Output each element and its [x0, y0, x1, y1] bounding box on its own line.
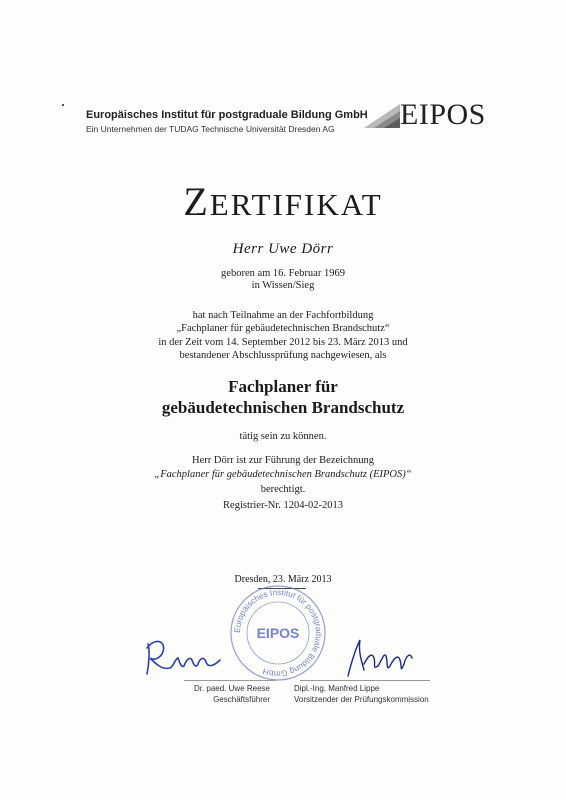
registration-number: Registrier-Nr. 1204-02-2013 [223, 500, 343, 511]
header-organization: Europäisches Institut für postgraduale Bildung GmbH [86, 109, 368, 121]
signature-line [184, 680, 276, 681]
participation-line: bestandener Abschlussprüfung nachgewiesen, als [179, 350, 387, 361]
header-subtitle: Ein Unternehmen der TUDAG Technische Universität Dresden AG [86, 124, 335, 134]
certificate-title [0, 178, 566, 225]
official-stamp [228, 583, 328, 683]
birth-date: geboren am 16. Februar 1969 [221, 268, 345, 279]
activity-line: tätig sein zu können. [239, 431, 327, 442]
punch-mark [62, 104, 64, 106]
participation-line: in der Zeit vom 14. September 2012 bis 23. März 2013 und [158, 337, 408, 348]
certificate-title-text: ZERTIFIKAT [183, 179, 383, 224]
logo-graphic-icon [364, 104, 400, 128]
place-date: Dresden, 23. März 2013 [234, 574, 332, 585]
recipient-name: Herr Uwe Dörr [232, 241, 334, 257]
qualification-line: gebäudetechnischen Brandschutz [161, 398, 405, 417]
designation-line: „Fachplaner für gebäudetechnischen Brandschutz (EIPOS)“ [154, 469, 412, 480]
participation-line: „Fachplaner für gebäudetechnischen Brandschutz“ [176, 323, 390, 334]
logo-wordmark: EIPOS [400, 98, 486, 131]
qualification-line: Fachplaner für [228, 377, 338, 396]
participation-line: hat nach Teilnahme an der Fachfortbildung [192, 310, 374, 321]
signatory-role: Geschäftsführer [213, 695, 270, 704]
designation-line: Herr Dörr ist zur Führung der Bezeichnung [192, 455, 374, 466]
signature-line [300, 680, 430, 681]
signatory-role: Vorsitzender der Prüfungskommission [294, 695, 429, 704]
eipos-logo [364, 100, 484, 130]
stamp-ring-text: Europäisches Institut für postgraduale Bildung GmbH [232, 587, 324, 679]
stamp-center-text: EIPOS [256, 625, 300, 641]
signature-lippe [338, 630, 418, 680]
signatory-name: Dipl.-Ing. Manfred Lippe [294, 684, 380, 693]
designation-line: berechtigt. [260, 484, 306, 495]
signature-reese [140, 630, 240, 678]
signatory-name: Dr. paed. Uwe Reese [193, 684, 270, 693]
birth-place: in Wissen/Sieg [251, 280, 315, 291]
